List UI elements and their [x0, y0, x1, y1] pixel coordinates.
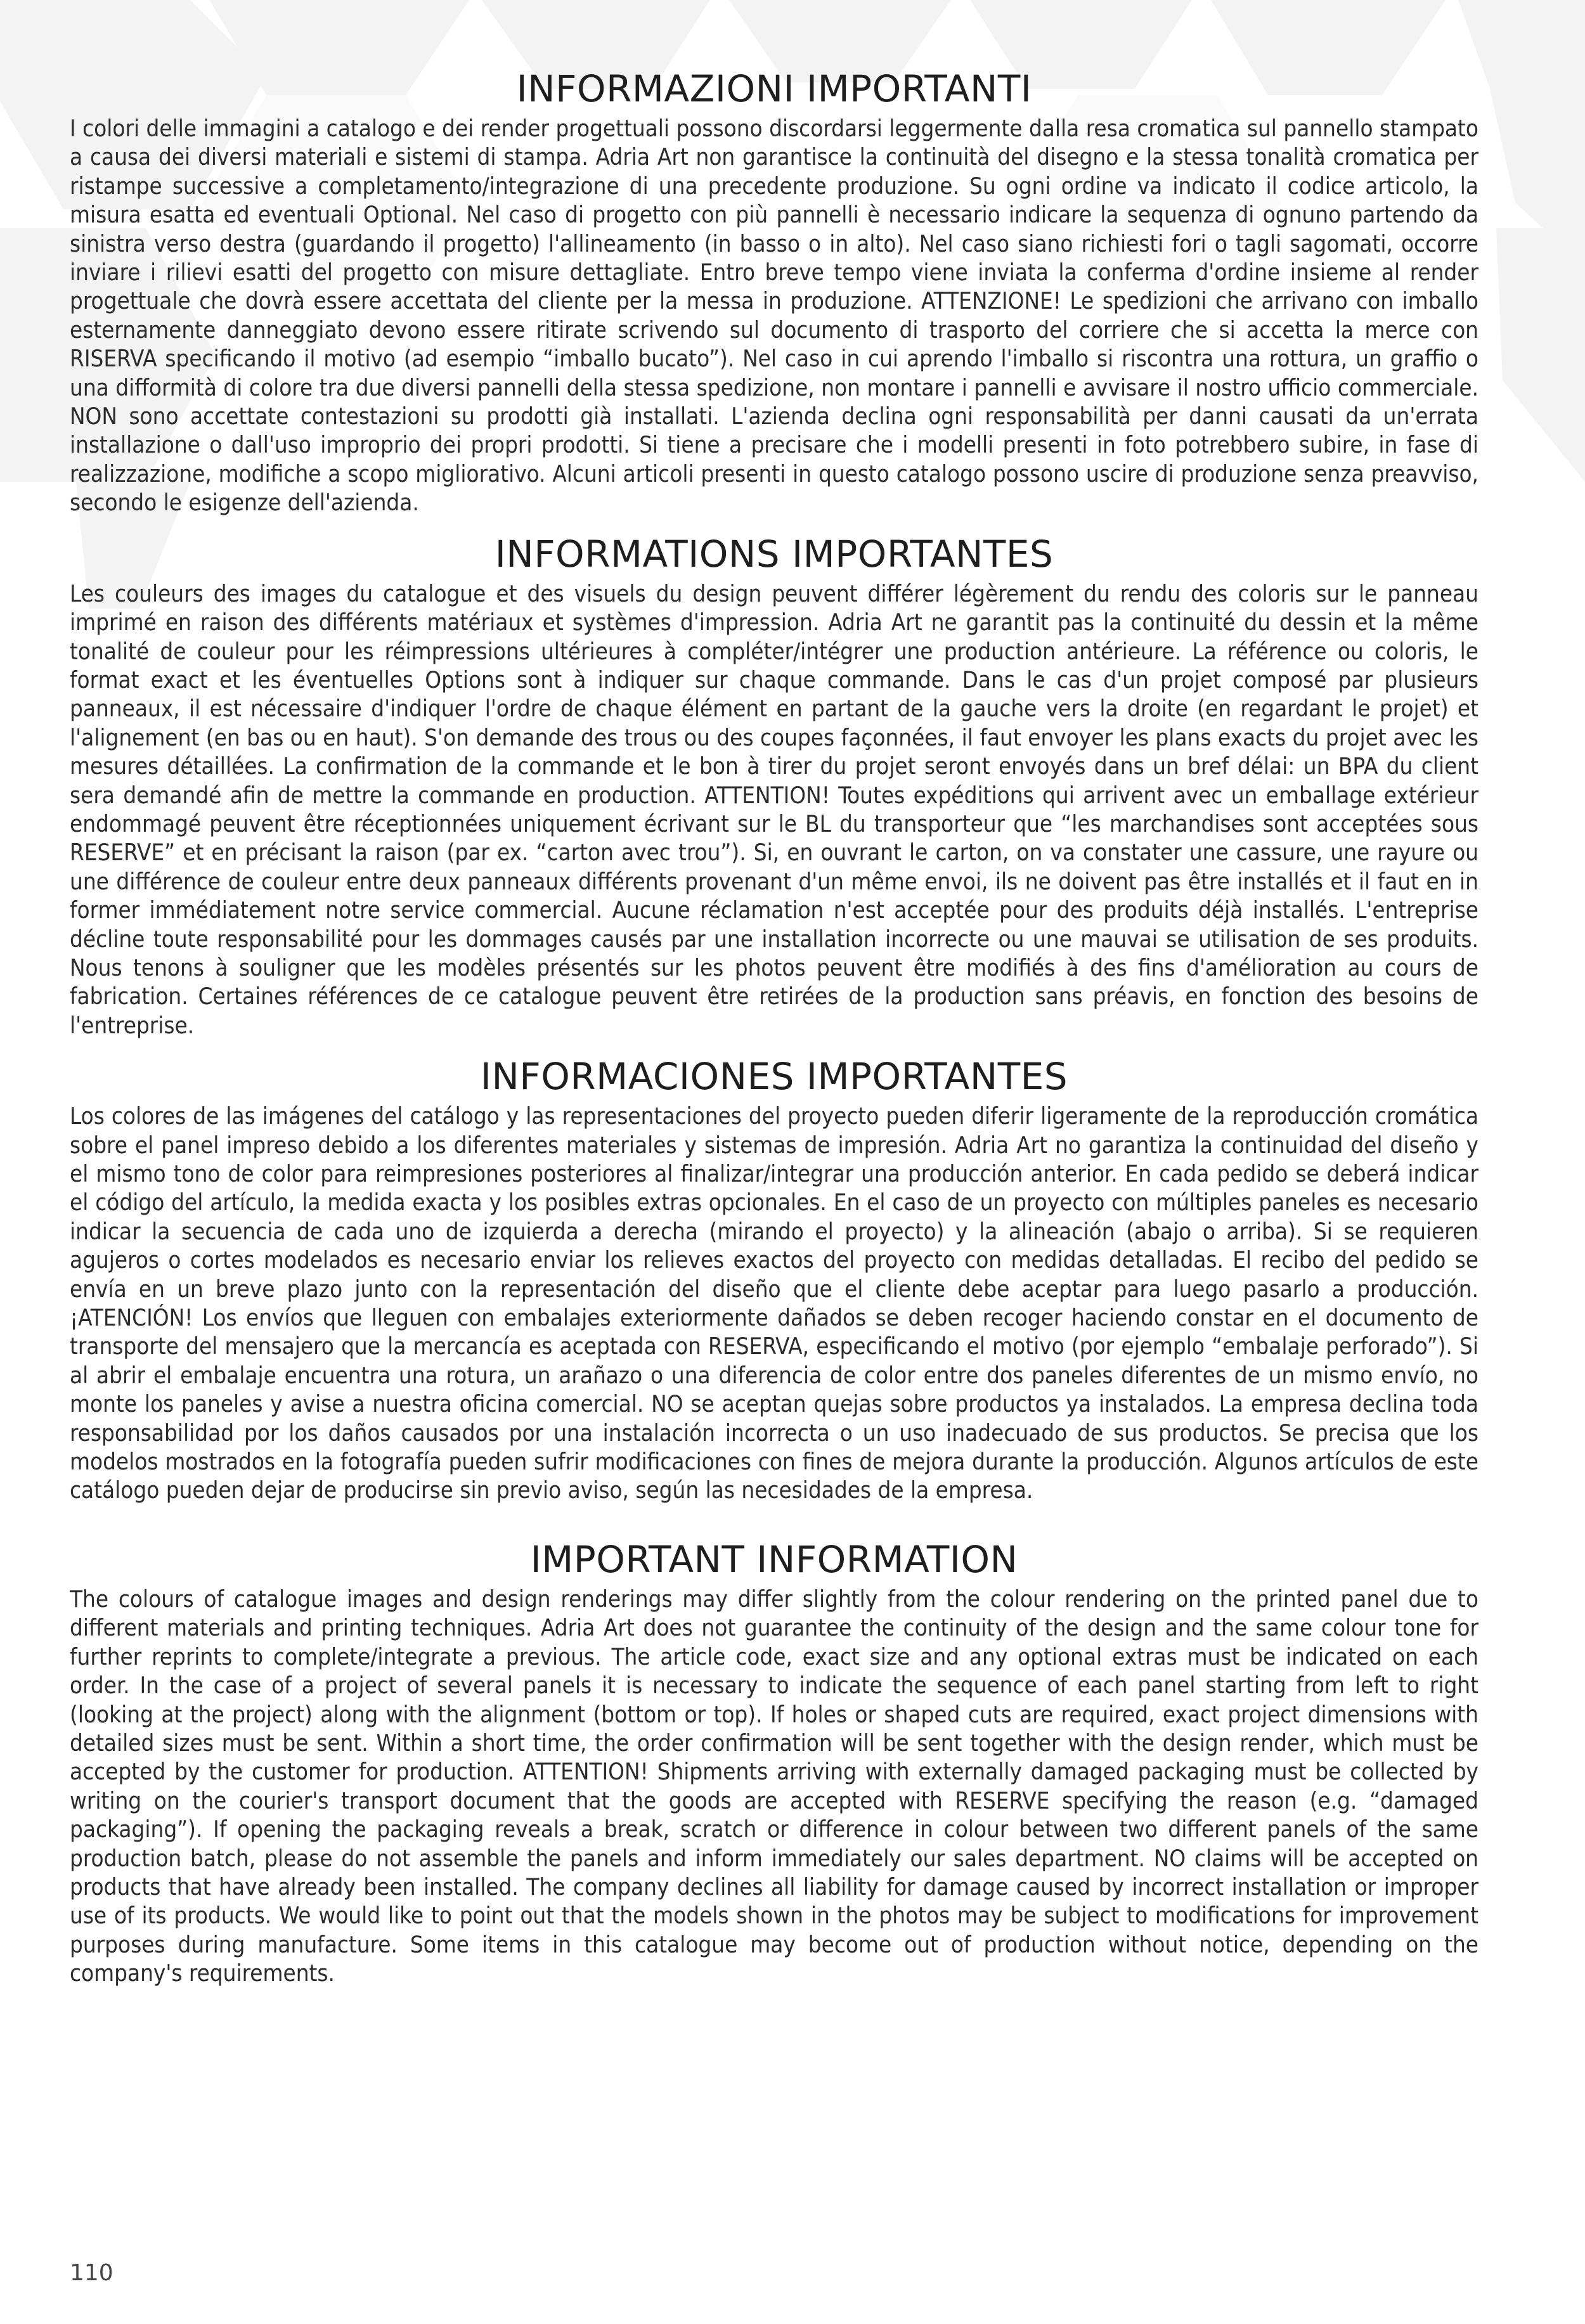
- section-spanish: [70, 1051, 1478, 1505]
- section-text-spanish: Los colores de las imágenes del catálogo y las representaciones del proyecto pueden diferir ligeramente de la reproducción cromática sobre el panel impreso debido a los diferentes materiales y sistemas de impresión. Adria Art no garantiza la continuidad del diseño y el mismo tono de color para reimpresiones posteriores al finalizar/integrar una producción anterior. En cada pedido se deberá indicar el código del artículo, la medida exacta y los posibles extras opcionales. En el caso de un proyecto con múltiples paneles es necesario indicar la secuencia de cada uno de izquierda a derecha (mirando el proyecto) y la alineación (abajo o arriba). Si se requieren agujeros o cortes modelados es necesario enviar los relieves exactos del proyecto con medidas detalladas. El recibo del pedido se envía en un breve plazo junto con la representación del diseño que el cliente debe aceptar para luego pasarlo a producción. ¡ATENCIÓN! Los envíos que lleguen con embalajes exteriormente dañados se deben recoger haciendo constar en el documento de transporte del mensajero que la mercancía es aceptada con RESERVA, especificando el motivo (por ejemplo “embalaje perforado”). Si al abrir el embalaje encuentra una rotura, un arañazo o una diferencia de color entre dos paneles diferentes de un mismo envío, no monte los paneles y avise a nuestra oficina comercial. NO se aceptan quejas sobre productos ya instalados. La empresa declina toda responsabilidad por los daños causados por una instalación incorrecta o un uso inadecuado de sus productos. Se precisa que los modelos mostrados en la fotografía pueden sufrir modificaciones con fines de mejora durante la producción. Algunos artículos de este catálogo pueden dejar de producirse sin previo aviso, según las necesidades de la empresa.: [70, 1102, 1478, 1504]
- page-number: 110: [70, 2260, 113, 2286]
- section-text-english: The colours of catalogue images and design renderings may differ slightly from the colour rendering on the printed panel due to different materials and printing techniques. Adria Art does not guarantee the continuity of the design and the same colour tone for further reprints to complete/integrate a previous. The article code, exact size and any optional extras must be indicated on each order. In the case of a project of several panels it is necessary to indicate the sequence of each panel starting from left to right (looking at the project) along with the alignment (bottom or top). If holes or shaped cuts are required, exact project dimensions with detailed sizes must be sent. Within a short time, the order confirmation will be sent together with the design render, which must be accepted by the customer for production. ATTENTION! Shipments arriving with externally damaged packaging must be collected by writing on the courier's transport document that the goods are accepted with RESERVE specifying the reason (e.g. “damaged packaging”). If opening the packaging reveals a break, scratch or difference in colour between two different panels of the same production batch, please do not assemble the panels and inform immediately our sales department. NO claims will be accepted on products that have already been installed. The company declines all liability for damage caused by incorrect installation or improper use of its products. We would like to point out that the models shown in the photos may be subject to modifications for improvement purposes during manufacture. Some items in this catalogue may become out of production without notice, depending on the company's requirements.: [70, 1585, 1478, 1987]
- section-french: [70, 529, 1478, 1040]
- section-text-italian: I colori delle immagini a catalogo e dei render progettuali possono discordarsi leggermente dalla resa cromatica sul pannello stampato a causa dei diversi materiali e sistemi di stampa. Adria Art non garantisce la continuità del disegno e la stessa tonalità cromatica per ristampe successive a completamento/integrazione di una precedente produzione. Su ogni ordine va indicato il codice articolo, la misura esatta ed eventuali Optional. Nel caso di progetto con più pannelli è necessario indicare la sequenza di ognuno partendo da sinistra verso destra (guardando il progetto) l'allineamento (in basso o in alto). Nel caso siano richiesti fori o tagli sagomati, occorre inviare i rilievi esatti del progetto con misure dettagliate. Entro breve tempo viene inviata la conferma d'ordine insieme al render progettuale che dovrà essere accettata del cliente per la messa in produzione. ATTENZIONE! Le spedizioni che arrivano con imballo esternamente danneggiato devono essere ritirate scrivendo sul documento di trasporto del corriere che si accetta la merce con RISERVA specificando il motivo (ad esempio “imballo bucato”). Nel caso in cui aprendo l'imballo si riscontra una rottura, un graffio o una difformità di colore tra due diversi pannelli della stessa spedizione, non montare i pannelli e avvisare il nostro ufficio commerciale. NON sono accettate contestazioni su prodotti già installati. L'azienda declina ogni responsabilità per danni causati da un'errata installazione o dall'uso improprio dei propri prodotti. Si tiene a precisare che i modelli presenti in foto potrebbero subire, in fase di realizzazione, modifiche a scopo migliorativo. Alcuni articoli presenti in questo catalogo possono uscire di produzione senza preavviso, secondo le esigenze dell'azienda.: [70, 115, 1478, 517]
- content-area: [70, 63, 1478, 1988]
- section-title-italian: INFORMAZIONI IMPORTANTI: [516, 67, 1032, 110]
- section-title-french: INFORMATIONS IMPORTANTES: [495, 532, 1054, 576]
- section-english: [70, 1534, 1478, 1988]
- section-title-english: IMPORTANT INFORMATION: [530, 1537, 1018, 1581]
- section-italian: [70, 63, 1478, 517]
- section-text-french: Les couleurs des images du catalogue et des visuels du design peuvent différer légèrement du rendu des coloris sur le panneau imprimé en raison des différents matériaux et systèmes d'impression. Adria Art ne garantit pas la continuité du dessin et la même tonalité de couleur pour les réimpressions ultérieures à compléter/intégrer une production antérieure. La référence ou coloris, le format exact et les éventuelles Options sont à indiquer sur chaque commande. Dans le cas d'un projet composé par plusieurs panneaux, il est nécessaire d'indiquer l'ordre de chaque élément en partant de la gauche vers la droite (en regardant le projet) et l'alignement (en bas ou en haut). S'on demande des trous ou des coupes façonnées, il faut envoyer les plans exacts du projet avec les mesures détaillées. La confirmation de la commande et le bon à tirer du projet seront envoyés dans un bref délai: un BPA du client sera demandé afin de mettre la commande en production. ATTENTION! Toutes expéditions qui arrivent avec un emballage extérieur endommagé peuvent être réceptionnées uniquement écrivant sur le BL du transporteur que “les marchandises sont acceptées sous RESERVE” et en précisant la raison (par ex. “carton avec trou”). Si, en ouvrant le carton, on va constater une cassure, une rayure ou une différence de couleur entre deux panneaux différents provenant d'un même envoi, ils ne doivent pas être installés et il faut en in former immédiatement notre service commercial. Aucune réclamation n'est acceptée pour des produits déjà installés. L'entreprise décline toute responsabilité pour les dommages causés par une installation incorrecte ou une mauvai se utilisation de ses produits. Nous tenons à souligner que les modèles présentés sur les photos peuvent être modifiés à des fins d'amélioration au cours de fabrication. Certaines références de ce catalogue peuvent être retirées de la production sans préavis, en fonction des besoins de l'entreprise.: [70, 579, 1478, 1039]
- section-title-spanish: INFORMACIONES IMPORTANTES: [480, 1055, 1068, 1099]
